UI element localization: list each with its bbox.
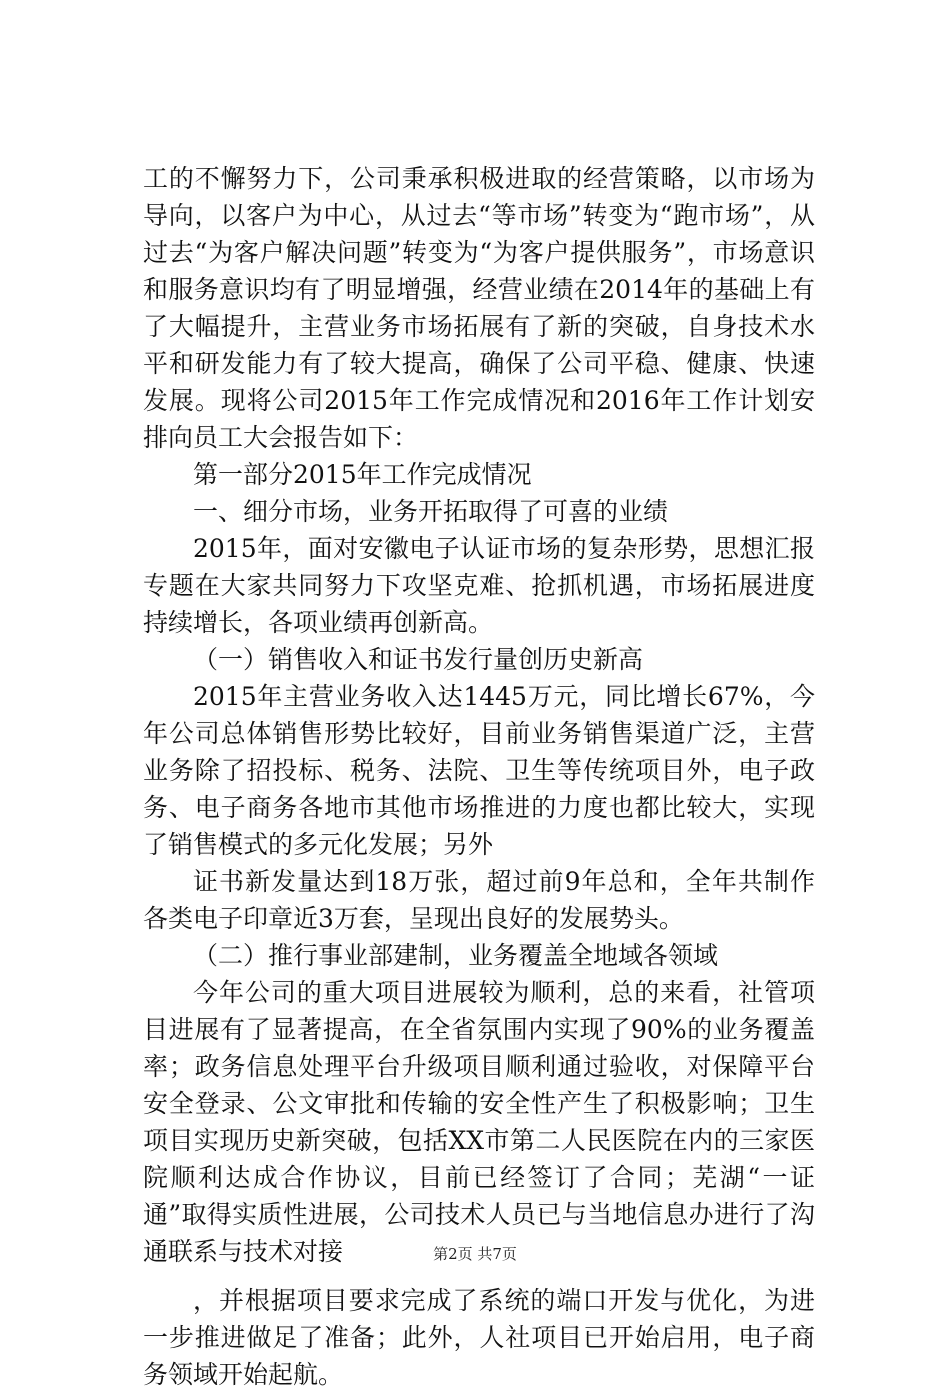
certificate-paragraph: 证书新发量达到18万张，超过前9年总和，全年共制作各类电子印章近3万套，呈现出良好的发展势头。: [143, 867, 815, 933]
subsection-two-paragraph: 今年公司的重大项目进展较为顺利，总的来看，社管项目进展有了显著提高，在全省氛围内实现了90%的业务覆盖率；政务信息处理平台升级项目顺利通过验收，对保障平台安全登录、公文审批和传输的安全性产生了积极影响；卫生项目实现历史新突破，包括XX市第二人民医院在内的三家医院顺利达成合作协议，目前已经签订了合同；芜湖“一证通”取得实质性进展，公司技术人员已与当地信息办进行了沟通联系与技术对接: [143, 978, 815, 1266]
continuation-paragraph: ，并根据项目要求完成了系统的端口开发与优化，为进一步推进做足了准备；此外，人社项目已开始启用，电子商务领域开始起航。: [143, 1286, 815, 1389]
subsection-one-heading: （一）销售收入和证书发行量创历史新高: [193, 645, 644, 674]
subsection-one-paragraph: 2015年主营业务收入达1445万元，同比增长67%，今年公司总体销售形势比较好，目前业务销售渠道广泛，主营业务除了招投标、税务、法院、卫生等传统项目外，电子政务、电子商务各地市其他市场推进的力度也都比较大，实现了销售模式的多元化发展；另外: [143, 682, 815, 859]
part-one-heading: 第一部分2015年工作完成情况: [193, 460, 532, 489]
section-one-paragraph: 2015年，面对安徽电子认证市场的复杂形势，思想汇报专题在大家共同努力下攻坚克难、抢抓机遇，市场拓展进度持续增长，各项业绩再创新高。: [143, 534, 815, 637]
section-one-heading: 一、细分市场，业务开拓取得了可喜的业绩: [193, 497, 669, 526]
intro-paragraph: 工的不懈努力下，公司秉承积极进取的经营策略，以市场为导向，以客户为中心，从过去“等市场”转变为“跑市场”，从过去“为客户解决问题”转变为“为客户提供服务”，市场意识和服务意识均有了明显增强，经营业绩在2014年的基础上有了大幅提升，主营业务市场拓展有了新的突破，自身技术水平和研发能力有了较大提高，确保了公司平稳、健康、快速发展。现将公司2015年工作完成情况和2016年工作计划安排向员工大会报告如下：: [143, 164, 815, 452]
page-number-footer: 第2页 共7页: [433, 1245, 517, 1263]
document-body: [143, 160, 815, 1393]
subsection-two-heading: （二）推行事业部建制，业务覆盖全地域各领域: [193, 941, 719, 970]
